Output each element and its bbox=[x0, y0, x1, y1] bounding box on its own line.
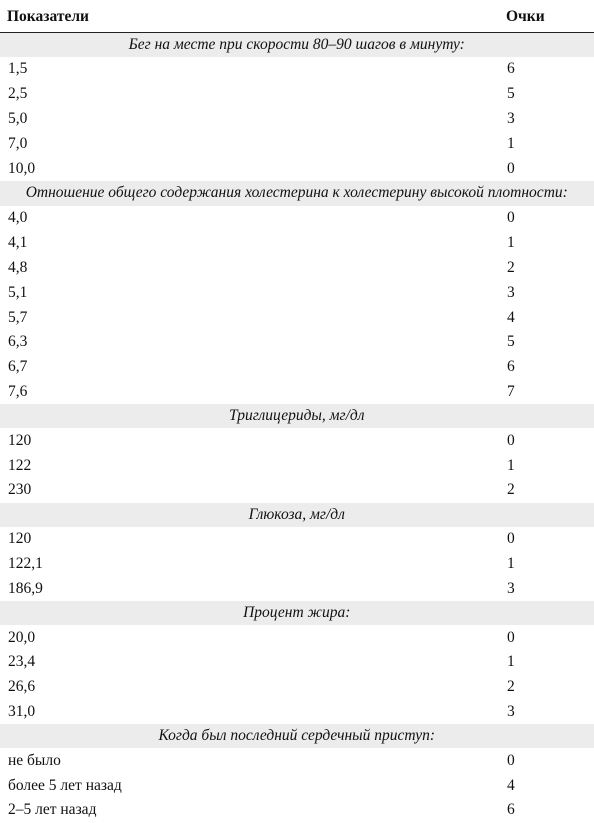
points-cell: 0 bbox=[507, 530, 515, 548]
table-row bbox=[0, 330, 594, 355]
table-row bbox=[0, 131, 594, 156]
points-cell: 6 bbox=[507, 358, 515, 376]
section-header-row bbox=[0, 601, 594, 625]
indicator-cell: 7,6 bbox=[8, 382, 28, 400]
indicator-cell: 5,7 bbox=[8, 308, 28, 326]
indicator-cell: 10,0 bbox=[8, 159, 36, 177]
table-row bbox=[0, 256, 594, 281]
points-cell: 2 bbox=[507, 258, 515, 276]
points-cell: 2 bbox=[507, 481, 515, 499]
table-row bbox=[0, 625, 594, 650]
table-row bbox=[0, 527, 594, 552]
points-cell: 5 bbox=[507, 85, 515, 103]
points-cell: 0 bbox=[507, 431, 515, 449]
indicator-cell: более 5 лет назад bbox=[8, 776, 122, 794]
table-row bbox=[0, 280, 594, 305]
table-header-row bbox=[0, 0, 594, 33]
indicator-cell: 120 bbox=[8, 530, 32, 548]
table-row bbox=[0, 576, 594, 601]
section-header-row bbox=[0, 33, 594, 58]
section-title: Глюкоза, мг/дл bbox=[0, 503, 594, 527]
header-points: Очки bbox=[500, 0, 594, 33]
indicator-cell: 5,0 bbox=[8, 109, 28, 127]
indicator-cell: 6,7 bbox=[8, 358, 28, 376]
indicator-cell: 4,1 bbox=[8, 234, 28, 252]
indicator-cell: 1,5 bbox=[8, 60, 28, 78]
points-cell: 0 bbox=[507, 159, 515, 177]
points-cell: 6 bbox=[507, 60, 515, 78]
indicator-cell: не было bbox=[8, 751, 61, 769]
table-row bbox=[0, 156, 594, 181]
points-cell: 1 bbox=[507, 653, 515, 671]
indicator-cell: 26,6 bbox=[8, 678, 36, 696]
points-cell: 1 bbox=[507, 456, 515, 474]
indicator-cell: 186,9 bbox=[8, 579, 43, 597]
table-row bbox=[0, 231, 594, 256]
table-row bbox=[0, 700, 594, 725]
points-cell: 0 bbox=[507, 628, 515, 646]
points-cell: 1 bbox=[507, 234, 515, 252]
section-header-row bbox=[0, 503, 594, 527]
points-cell: 3 bbox=[507, 702, 515, 720]
indicator-cell: 2,5 bbox=[8, 85, 28, 103]
points-cell: 6 bbox=[507, 801, 515, 819]
table-row bbox=[0, 82, 594, 107]
indicator-cell: 23,4 bbox=[8, 653, 36, 671]
table-row bbox=[0, 355, 594, 380]
table-row bbox=[0, 107, 594, 132]
section-title: Процент жира: bbox=[0, 601, 594, 625]
indicator-cell: 4,8 bbox=[8, 258, 28, 276]
table-row bbox=[0, 675, 594, 700]
points-cell: 3 bbox=[507, 579, 515, 597]
points-cell: 3 bbox=[507, 283, 515, 301]
indicator-cell: 20,0 bbox=[8, 628, 36, 646]
section-header-row bbox=[0, 724, 594, 748]
table-row bbox=[0, 773, 594, 798]
section-title: Когда был последний сердечный приступ: bbox=[0, 724, 594, 748]
table-body bbox=[0, 33, 594, 823]
table-row bbox=[0, 57, 594, 82]
section-title: Триглицериды, мг/дл bbox=[0, 404, 594, 428]
section-header-row bbox=[0, 404, 594, 428]
table-row bbox=[0, 552, 594, 577]
indicator-cell: 122 bbox=[8, 456, 32, 474]
indicator-cell: 120 bbox=[8, 431, 32, 449]
section-title: Отношение общего содержания холестерина к холестерину высокой плотности: bbox=[0, 181, 594, 206]
points-cell: 4 bbox=[507, 776, 515, 794]
table-row bbox=[0, 453, 594, 478]
points-cell: 2 bbox=[507, 678, 515, 696]
table-row bbox=[0, 428, 594, 453]
points-cell: 3 bbox=[507, 109, 515, 127]
points-cell: 5 bbox=[507, 333, 515, 351]
table-row bbox=[0, 478, 594, 503]
indicator-cell: 2–5 лет назад bbox=[8, 801, 97, 819]
points-cell: 0 bbox=[507, 209, 515, 227]
table-row bbox=[0, 650, 594, 675]
table-row bbox=[0, 206, 594, 231]
table-row bbox=[0, 305, 594, 330]
indicator-cell: 230 bbox=[8, 481, 32, 499]
header-indicators: Показатели bbox=[0, 0, 500, 33]
points-cell: 1 bbox=[507, 554, 515, 572]
table-row bbox=[0, 748, 594, 773]
points-cell: 1 bbox=[507, 134, 515, 152]
table-row bbox=[0, 798, 594, 823]
indicator-cell: 6,3 bbox=[8, 333, 28, 351]
indicator-cell: 5,1 bbox=[8, 283, 28, 301]
section-header-row bbox=[0, 181, 594, 206]
points-cell: 0 bbox=[507, 751, 515, 769]
indicator-cell: 122,1 bbox=[8, 554, 43, 572]
indicator-cell: 4,0 bbox=[8, 209, 28, 227]
indicator-cell: 31,0 bbox=[8, 702, 36, 720]
section-title: Бег на месте при скорости 80–90 шагов в минуту: bbox=[0, 33, 594, 58]
points-cell: 4 bbox=[507, 308, 515, 326]
table-row bbox=[0, 380, 594, 405]
points-cell: 7 bbox=[507, 382, 515, 400]
indicator-cell: 7,0 bbox=[8, 134, 28, 152]
